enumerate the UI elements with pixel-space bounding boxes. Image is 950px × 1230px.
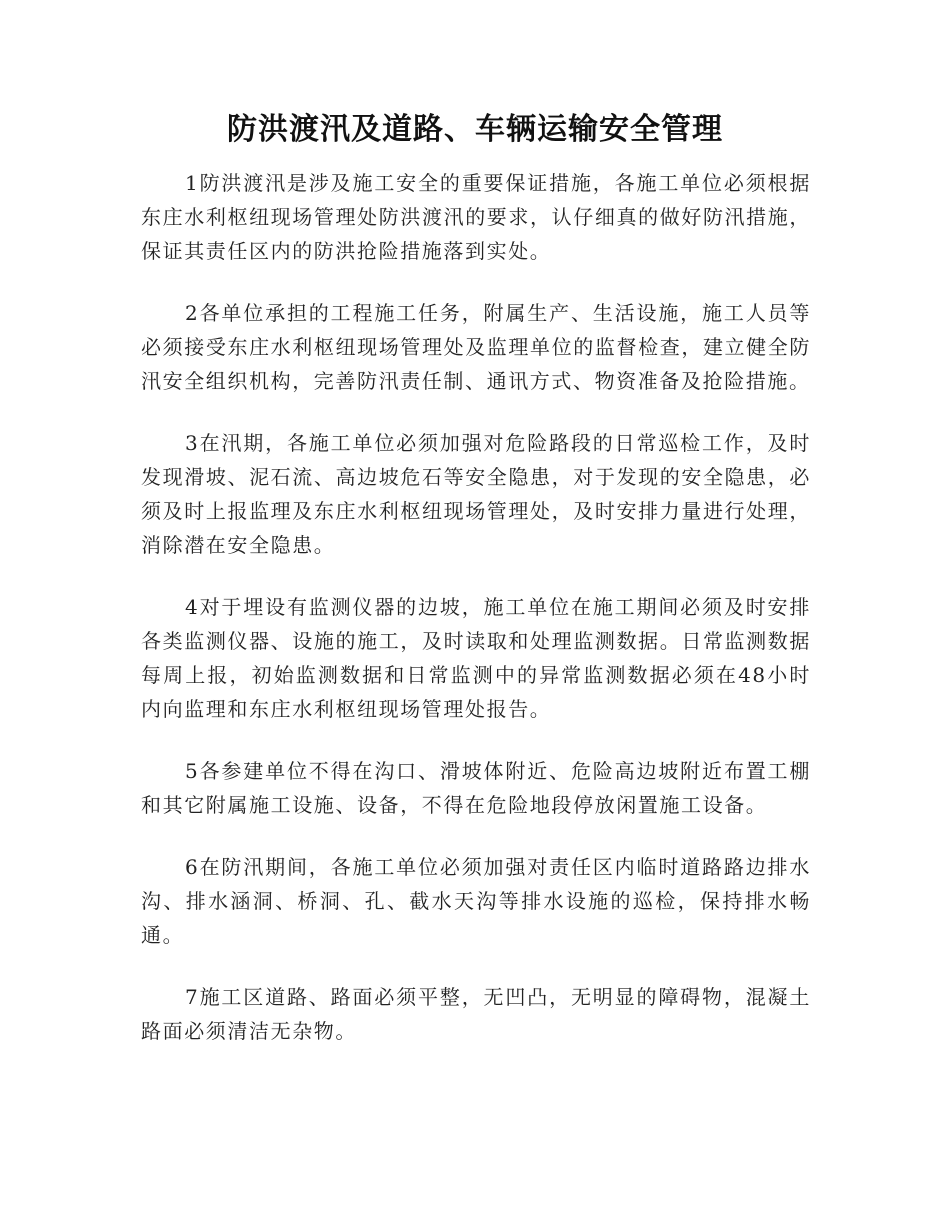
document-title: 防洪渡汛及道路、车辆运输安全管理 xyxy=(227,112,723,147)
paragraph-3: 3在汛期，各施工单位必须加强对危险路段的日常巡检工作，及时发现滑坡、泥石流、高边坡危石等安全隐患，对于发现的安全隐患，必须及时上报监理及东庄水利枢纽现场管理处，及时安排力量进行处理，消除潜在安全隐患。 xyxy=(141,431,811,557)
paragraph-7: 7施工区道路、路面必须平整，无凹凸，无明显的障碍物，混凝土路面必须清洁无杂物。 xyxy=(141,985,811,1043)
paragraph-6: 6在防汛期间，各施工单位必须加强对责任区内临时道路路边排水沟、排水涵洞、桥洞、孔、截水天沟等排水设施的巡检，保持排水畅通。 xyxy=(141,855,811,947)
document-body xyxy=(141,166,811,1076)
paragraph-2: 2各单位承担的工程施工任务，附属生产、生活设施，施工人员等必须接受东庄水利枢纽现场管理处及监理单位的监督检查，建立健全防汛安全组织机构，完善防汛责任制、通讯方式、物资准备及抢险措施。 xyxy=(141,301,811,393)
paragraph-1: 1防洪渡汛是涉及施工安全的重要保证措施，各施工单位必须根据东庄水利枢纽现场管理处防洪渡汛的要求，认仔细真的做好防汛措施，保证其责任区内的防洪抢险措施落到实处。 xyxy=(141,171,811,263)
paragraph-5: 5各参建单位不得在沟口、滑坡体附近、危险高边坡附近布置工棚和其它附属施工设施、设备，不得在危险地段停放闲置施工设备。 xyxy=(141,759,811,817)
paragraph-4: 4对于埋设有监测仪器的边坡，施工单位在施工期间必须及时安排各类监测仪器、设施的施工，及时读取和处理监测数据。日常监测数据每周上报，初始监测数据和日常监测中的异常监测数据必须在48小时内向监理和东庄水利枢纽现场管理处报告。 xyxy=(141,595,811,721)
